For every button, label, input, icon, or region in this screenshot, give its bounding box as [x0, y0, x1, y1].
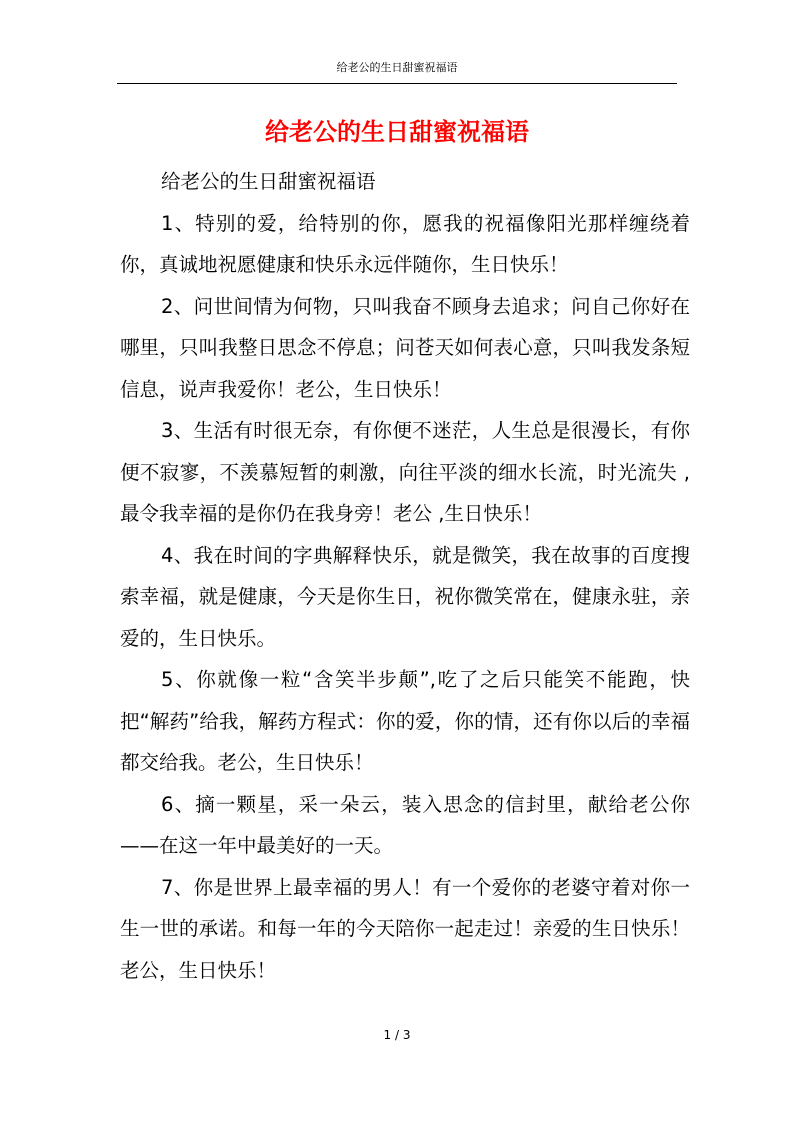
page-number: 1 / 3: [383, 1028, 411, 1042]
paragraph-1: 1、特别的爱，给特别的你，愿我的祝福像阳光那样缠绕着你，真诚地祝愿健康和快乐永远伴随你，生日快乐！: [120, 211, 690, 276]
paragraph-7: 7、你是世界上最幸福的男人！有一个爱你的老婆守着对你一生一世的承诺。和每一年的今天陪你一起走过！亲爱的生日快乐！老公，生日快乐！: [120, 875, 690, 982]
running-header: 给老公的生日甜蜜祝福语: [336, 61, 458, 74]
paragraph-intro: 给老公的生日甜蜜祝福语: [161, 170, 376, 193]
header-divider: [117, 83, 677, 84]
paragraph-3: 3、生活有时很无奈，有你便不迷茫，人生总是很漫长，有你便不寂寥，不羡慕短暂的刺激，向往平淡的细水长流，时光流失 ,最令我幸福的是你仍在我身旁！老公 ,生日快乐！: [120, 419, 690, 525]
paragraph-5: 5、你就像一粒“含笑半步颠”,吃了之后只能笑不能跑，快把“解药”给我，解药方程式：你的爱，你的情，还有你以后的幸福都交给我。老公，生日快乐！: [120, 668, 690, 774]
document-body: [120, 161, 690, 991]
paragraph-2: 2、问世间情为何物，只叫我奋不顾身去追求；问自己你好在哪里，只叫我整日思念不停息；问苍天如何表心意，只叫我发条短信息，说声我爱你！老公，生日快乐！: [120, 294, 690, 401]
paragraph-6: 6、摘一颗星，采一朵云，装入思念的信封里，献给老公你——在这一年中最美好的一天。: [120, 792, 690, 857]
paragraph-4: 4、我在时间的字典解释快乐，就是微笑，我在故事的百度搜索幸福，就是健康，今天是你生日，祝你微笑常在，健康永驻，亲爱的，生日快乐。: [120, 543, 690, 650]
document-title: 给老公的生日甜蜜祝福语: [265, 118, 529, 146]
